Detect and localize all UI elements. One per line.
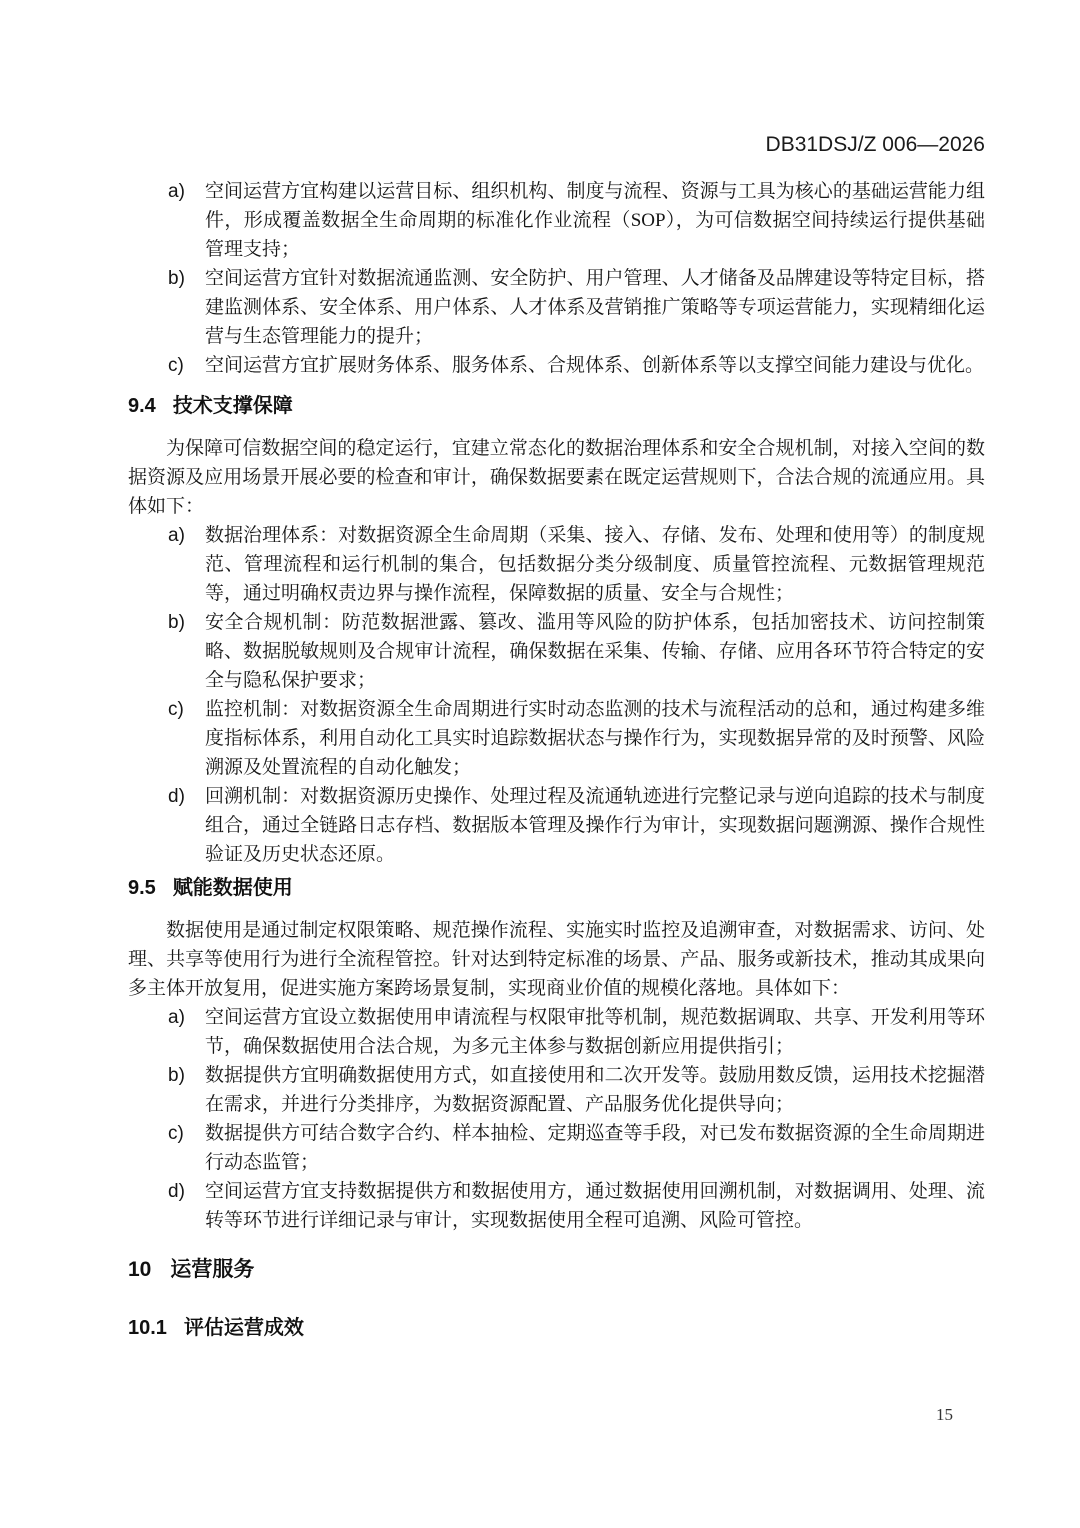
- list-item-text: 空间运营方宜设立数据使用申请流程与权限审批等机制，规范数据调取、共享、开发利用等环节，确保数据使用合法合规，为多元主体参与数据创新应用提供指引；: [205, 1007, 985, 1057]
- document-code: DB31DSJ/Z 006—2026: [765, 133, 985, 156]
- list-item-marker: c): [168, 1123, 184, 1144]
- section-9-4-paragraph: 为保障可信数据空间的稳定运行，宜建立常态化的数据治理体系和安全合规机制，对接入空间的数据资源及应用场景开展必要的检查和审计，确保数据要素在既定运营规则下，合法合规的流通应用。具体如下：: [128, 438, 985, 517]
- list-item-text: 回溯机制：对数据资源历史操作、处理过程及流通轨迹进行完整记录与逆向追踪的技术与制度组合，通过全链路日志存档、数据版本管理及操作行为审计，实现数据问题溯源、操作合规性验证及历史状态还原。: [205, 786, 985, 865]
- intro-list: [128, 177, 985, 380]
- list-item: [128, 1003, 985, 1061]
- list-item: [128, 177, 985, 264]
- list-item: [128, 695, 985, 782]
- section-heading-9-5: [128, 874, 985, 902]
- list-item-marker: d): [168, 1181, 185, 1202]
- list-item-text: 数据提供方宜明确数据使用方式，如直接使用和二次开发等。鼓励用数反馈，运用技术挖掘潜在需求，并进行分类排序，为数据资源配置、产品服务优化提供导向；: [205, 1065, 985, 1115]
- list-item-text: 数据治理体系：对数据资源全生命周期（采集、接入、存储、发布、处理和使用等）的制度规范、管理流程和运行机制的集合，包括数据分类分级制度、质量管控流程、元数据管理规范等，通过明确权责边界与操作流程，保障数据的质量、安全与合规性；: [205, 525, 985, 604]
- list-item: [128, 1061, 985, 1119]
- page-number: 15: [936, 1405, 953, 1424]
- list-item-marker: b): [168, 612, 185, 633]
- section-title: 赋能数据使用: [172, 877, 293, 899]
- list-item-text: 空间运营方宜支持数据提供方和数据使用方，通过数据使用回溯机制，对数据调用、处理、流转等环节进行详细记录与审计，实现数据使用全程可追溯、风险可管控。: [205, 1181, 985, 1231]
- list-item-marker: d): [168, 786, 185, 807]
- section-number: 9.4: [128, 395, 156, 417]
- list-item-marker: b): [168, 1065, 185, 1086]
- section-title: 技术支撑保障: [172, 395, 293, 417]
- section-heading-10-1: [128, 1314, 985, 1342]
- list-item-marker: c): [168, 355, 184, 376]
- list-item: [128, 1177, 985, 1235]
- section-9-4-list: [128, 521, 985, 869]
- list-item-text: 监控机制：对数据资源全生命周期进行实时动态监测的技术与流程活动的总和，通过构建多维度指标体系，利用自动化工具实时追踪数据状态与操作行为，实现数据异常的及时预警、风险溯源及处置流程的自动化触发；: [205, 699, 985, 778]
- list-item: [128, 264, 985, 351]
- document-header: [128, 0, 985, 157]
- list-item-marker: a): [168, 181, 185, 202]
- section-9-5-paragraph: 数据使用是通过制定权限策略、规范操作流程、实施实时监控及追溯审查，对数据需求、访问、处理、共享等使用行为进行全流程管控。针对达到特定标准的场景、产品、服务或新技术，推动其成果向多主体开放复用，促进实施方案跨场景复制，实现商业价值的规模化落地。具体如下：: [128, 920, 985, 999]
- chapter-number: 10: [128, 1258, 152, 1281]
- list-item-marker: c): [168, 699, 184, 720]
- section-number: 9.5: [128, 877, 156, 899]
- section-title: 评估运营成效: [183, 1317, 304, 1339]
- list-item: [128, 608, 985, 695]
- list-item-text: 空间运营方宜针对数据流通监测、安全防护、用户管理、人才储备及品牌建设等特定目标，搭建监测体系、安全体系、用户体系、人才体系及营销推广策略等专项运营能力，实现精细化运营与生态管理能力的提升；: [205, 268, 985, 347]
- section-number: 10.1: [128, 1317, 167, 1339]
- list-item-marker: a): [168, 1007, 185, 1028]
- list-item: [128, 1119, 985, 1177]
- chapter-heading-10: [128, 1255, 985, 1284]
- section-9-5-list: [128, 1003, 985, 1235]
- list-item-marker: a): [168, 525, 185, 546]
- list-item-text: 空间运营方宜扩展财务体系、服务体系、合规体系、创新体系等以支撑空间能力建设与优化。: [205, 355, 985, 376]
- list-item-text: 空间运营方宜构建以运营目标、组织机构、制度与流程、资源与工具为核心的基础运营能力组件，形成覆盖数据全生命周期的标准化作业流程（SOP），为可信数据空间持续运行提供基础管理支持；: [205, 181, 985, 260]
- list-item: [128, 351, 985, 380]
- section-heading-9-4: [128, 392, 985, 420]
- list-item-text: 数据提供方可结合数字合约、样本抽检、定期巡查等手段，对已发布数据资源的全生命周期进行动态监管；: [205, 1123, 985, 1173]
- chapter-title: 运营服务: [170, 1258, 255, 1281]
- list-item-marker: b): [168, 268, 185, 289]
- list-item: [128, 521, 985, 608]
- list-item: [128, 782, 985, 869]
- list-item-text: 安全合规机制：防范数据泄露、篡改、滥用等风险的防护体系，包括加密技术、访问控制策略、数据脱敏规则及合规审计流程，确保数据在采集、传输、存储、应用各环节符合特定的安全与隐私保护要求；: [205, 612, 985, 691]
